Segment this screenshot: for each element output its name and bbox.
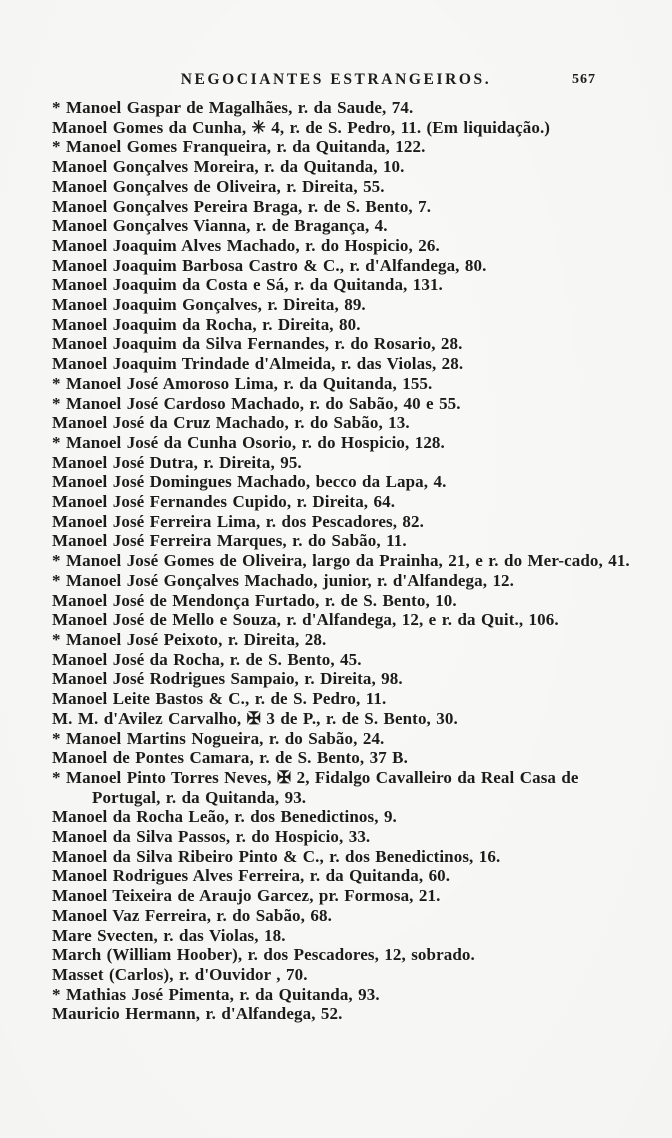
- directory-entry: Manoel Joaquim Barbosa Castro & C., r. d'Alfandega, 80.: [52, 255, 487, 275]
- directory-entry: Manoel Gonçalves Vianna, r. de Bragança, 4.: [52, 216, 388, 236]
- entries-list: [52, 98, 638, 1024]
- directory-entry: Manoel Rodrigues Alves Ferreira, r. da Quitanda, 60.: [52, 866, 451, 886]
- directory-entry: Manoel José Domingues Machado, becco da Lapa, 4.: [52, 472, 447, 492]
- directory-entry: Manoel José Ferreira Lima, r. dos Pescadores, 82.: [52, 511, 424, 531]
- directory-entry: Manoel Joaquim da Silva Fernandes, r. do Rosario, 28.: [52, 334, 463, 354]
- directory-entry: * Manoel Gomes Franqueira, r. da Quitanda, 122.: [52, 137, 426, 157]
- directory-entry: * Mathias José Pimenta, r. da Quitanda, 93.: [52, 984, 380, 1004]
- directory-entry: Mauricio Hermann, r. d'Alfandega, 52.: [52, 1004, 343, 1024]
- directory-entry: Manoel Joaquim da Costa e Sá, r. da Quitanda, 131.: [52, 275, 443, 295]
- page-number: 567: [572, 72, 596, 87]
- directory-entry: * Manoel Martins Nogueira, r. do Sabão, 24.: [52, 728, 385, 748]
- directory-entry: Manoel José de Mello e Souza, r. d'Alfandega, 12, e r. da Quit., 106.: [52, 610, 559, 630]
- directory-entry: * Manoel José Gomes de Oliveira, largo da Prainha, 21, e r. do Mer-cado, 41.: [52, 551, 630, 571]
- directory-entry: Manoel José Ferreira Marques, r. do Sabão, 11.: [52, 531, 407, 551]
- directory-entry: Manoel da Silva Ribeiro Pinto & C., r. dos Benedictinos, 16.: [52, 846, 501, 866]
- directory-entry: Manoel da Rocha Leão, r. dos Benedictinos, 9.: [52, 807, 397, 827]
- directory-entry: M. M. d'Avilez Carvalho, ✠ 3 de P., r. de S. Bento, 30.: [52, 708, 458, 728]
- directory-entry: Manoel Gomes da Cunha, ✳ 4, r. de S. Pedro, 11. (Em liquidação.): [52, 117, 551, 137]
- directory-entry: Manoel Vaz Ferreira, r. do Sabão, 68.: [52, 905, 332, 925]
- directory-entry: Manoel José da Rocha, r. de S. Bento, 45.: [52, 649, 362, 669]
- directory-entry: Manoel Joaquim Trindade d'Almeida, r. das Violas, 28.: [52, 354, 464, 374]
- directory-entry: * Manoel José Cardoso Machado, r. do Sabão, 40 e 55.: [52, 393, 461, 413]
- directory-entry: * Manoel José Peixoto, r. Direita, 28.: [52, 629, 327, 649]
- directory-entry: Masset (Carlos), r. d'Ouvidor , 70.: [52, 964, 308, 984]
- section-title: NEGOCIANTES ESTRANGEIROS.: [180, 71, 492, 88]
- directory-entry: Manoel José da Cruz Machado, r. do Sabão, 13.: [52, 413, 410, 433]
- directory-entry: Manoel da Silva Passos, r. do Hospicio, 33.: [52, 827, 371, 847]
- directory-entry: Manoel Gonçalves Pereira Braga, r. de S. Bento, 7.: [52, 196, 432, 216]
- directory-entry: Manoel de Pontes Camara, r. de S. Bento, 37 B.: [52, 748, 408, 768]
- directory-entry: Manoel Teixeira de Araujo Garcez, pr. Formosa, 21.: [52, 886, 441, 906]
- directory-entry: Manoel José Fernandes Cupido, r. Direita, 64.: [52, 492, 396, 512]
- running-head: [0, 71, 672, 95]
- directory-entry: Manoel Leite Bastos & C., r. de S. Pedro, 11.: [52, 689, 387, 709]
- directory-entry: Manoel Gonçalves Moreira, r. da Quitanda, 10.: [52, 157, 405, 177]
- directory-entry: * Manoel José Gonçalves Machado, junior, r. d'Alfandega, 12.: [52, 570, 515, 590]
- directory-entry: * Manoel Gaspar de Magalhães, r. da Saude, 74.: [52, 98, 414, 117]
- directory-entry: Manoel Joaquim da Rocha, r. Direita, 80.: [52, 314, 361, 334]
- directory-entry: Mare Svecten, r. das Violas, 18.: [52, 925, 286, 945]
- directory-entry: * Manoel José da Cunha Osorio, r. do Hospicio, 128.: [52, 432, 445, 452]
- directory-entry: March (William Hoober), r. dos Pescadores, 12, sobrado.: [52, 945, 475, 965]
- directory-entry: * Manoel José Amoroso Lima, r. da Quitanda, 155.: [52, 373, 433, 393]
- directory-entry: Manoel Gonçalves de Oliveira, r. Direita, 55.: [52, 176, 385, 196]
- directory-entry: Manoel José Rodrigues Sampaio, r. Direita, 98.: [52, 669, 403, 689]
- directory-entry: Manoel Joaquim Gonçalves, r. Direita, 89.: [52, 295, 366, 315]
- directory-entry: Manoel José Dutra, r. Direita, 95.: [52, 452, 302, 472]
- directory-entry: * Manoel Pinto Torres Neves, ✠ 2, Fidalgo Cavalleiro da Real Casa de Portugal, r. da Quitanda, 93.: [52, 767, 579, 807]
- directory-entry: Manoel José de Mendonça Furtado, r. de S. Bento, 10.: [52, 590, 457, 610]
- directory-entry: Manoel Joaquim Alves Machado, r. do Hospicio, 26.: [52, 235, 440, 255]
